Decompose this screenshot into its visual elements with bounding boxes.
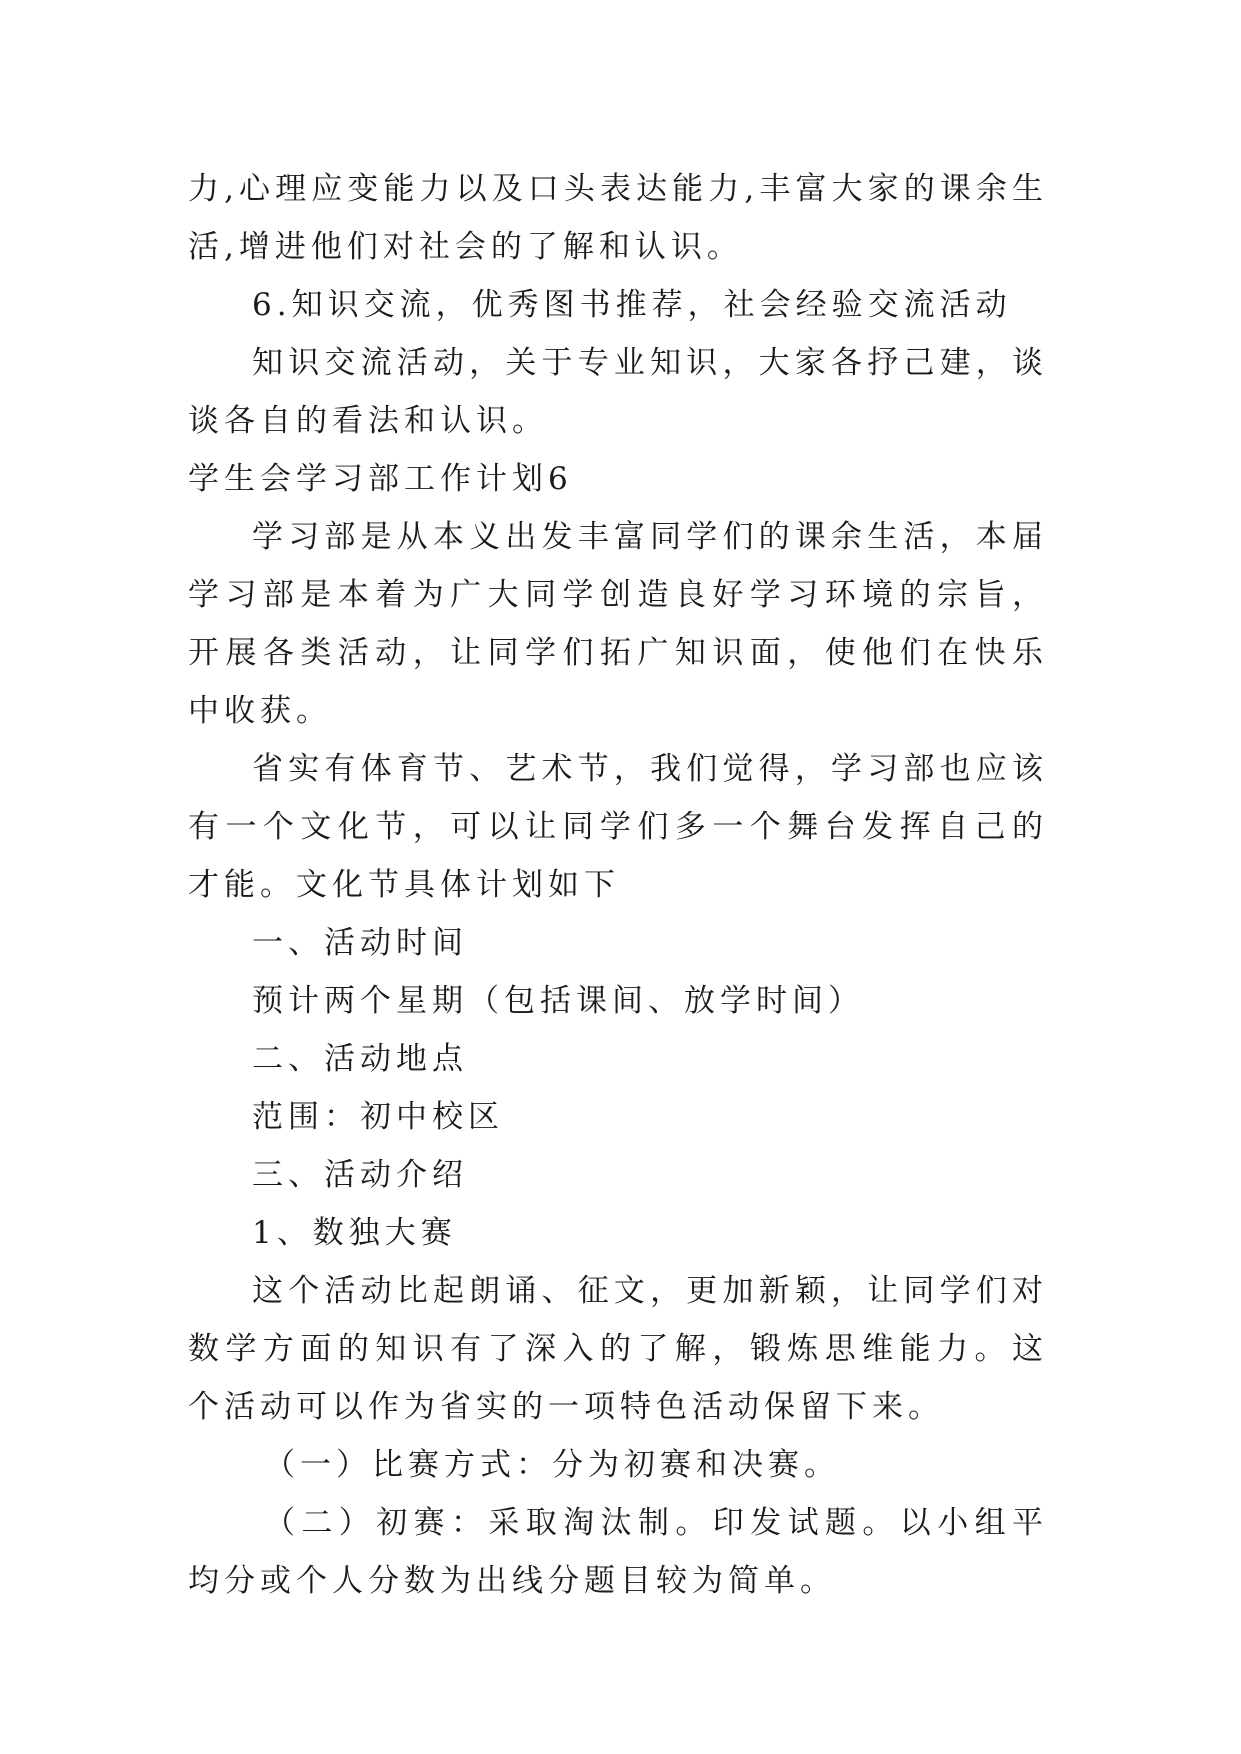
heading-activity-location: 二、活动地点 xyxy=(252,1041,468,1077)
document-body xyxy=(188,160,1048,1610)
paragraph-competition-format: （一）比赛方式：分为初赛和决赛。 xyxy=(264,1447,840,1483)
paragraph-culture-festival: 省实有体育节、艺术节，我们觉得，学习部也应该有一个文化节，可以让同学们多一个舞台发挥自己的才能。文化节具体计划如下 xyxy=(188,751,1048,903)
paragraph-continuation: 力,心理应变能力以及口头表达能力,丰富大家的课余生活,增进他们对社会的了解和认识。 xyxy=(188,171,1048,265)
heading-activity-time: 一、活动时间 xyxy=(252,925,468,961)
paragraph-knowledge-exchange: 知识交流活动，关于专业知识，大家各抒己建，谈谈各自的看法和认识。 xyxy=(188,345,1048,439)
heading-activity-intro: 三、活动介绍 xyxy=(252,1157,468,1193)
section-heading: 学生会学习部工作计划6 xyxy=(188,461,573,497)
paragraph-preliminary: （二）初赛：采取淘汰制。印发试题。以小组平均分或个人分数为出线分题目较为简单。 xyxy=(188,1505,1048,1599)
paragraph-knowledge-exchange-title: 6.知识交流，优秀图书推荐，社会经验交流活动 xyxy=(252,287,1012,323)
paragraph-sudoku: 这个活动比起朗诵、征文，更加新颖，让同学们对数学方面的知识有了深入的了解，锻炼思维能力。这个活动可以作为省实的一项特色活动保留下来。 xyxy=(188,1273,1048,1425)
paragraph-intro: 学习部是从本义出发丰富同学们的课余生活，本届学习部是本着为广大同学创造良好学习环境的宗旨，开展各类活动，让同学们拓广知识面，使他们在快乐中收获。 xyxy=(188,519,1048,729)
heading-sudoku: 1、数独大赛 xyxy=(252,1215,457,1251)
paragraph-activity-location: 范围：初中校区 xyxy=(252,1099,504,1135)
paragraph-activity-time: 预计两个星期（包括课间、放学时间） xyxy=(252,983,864,1019)
